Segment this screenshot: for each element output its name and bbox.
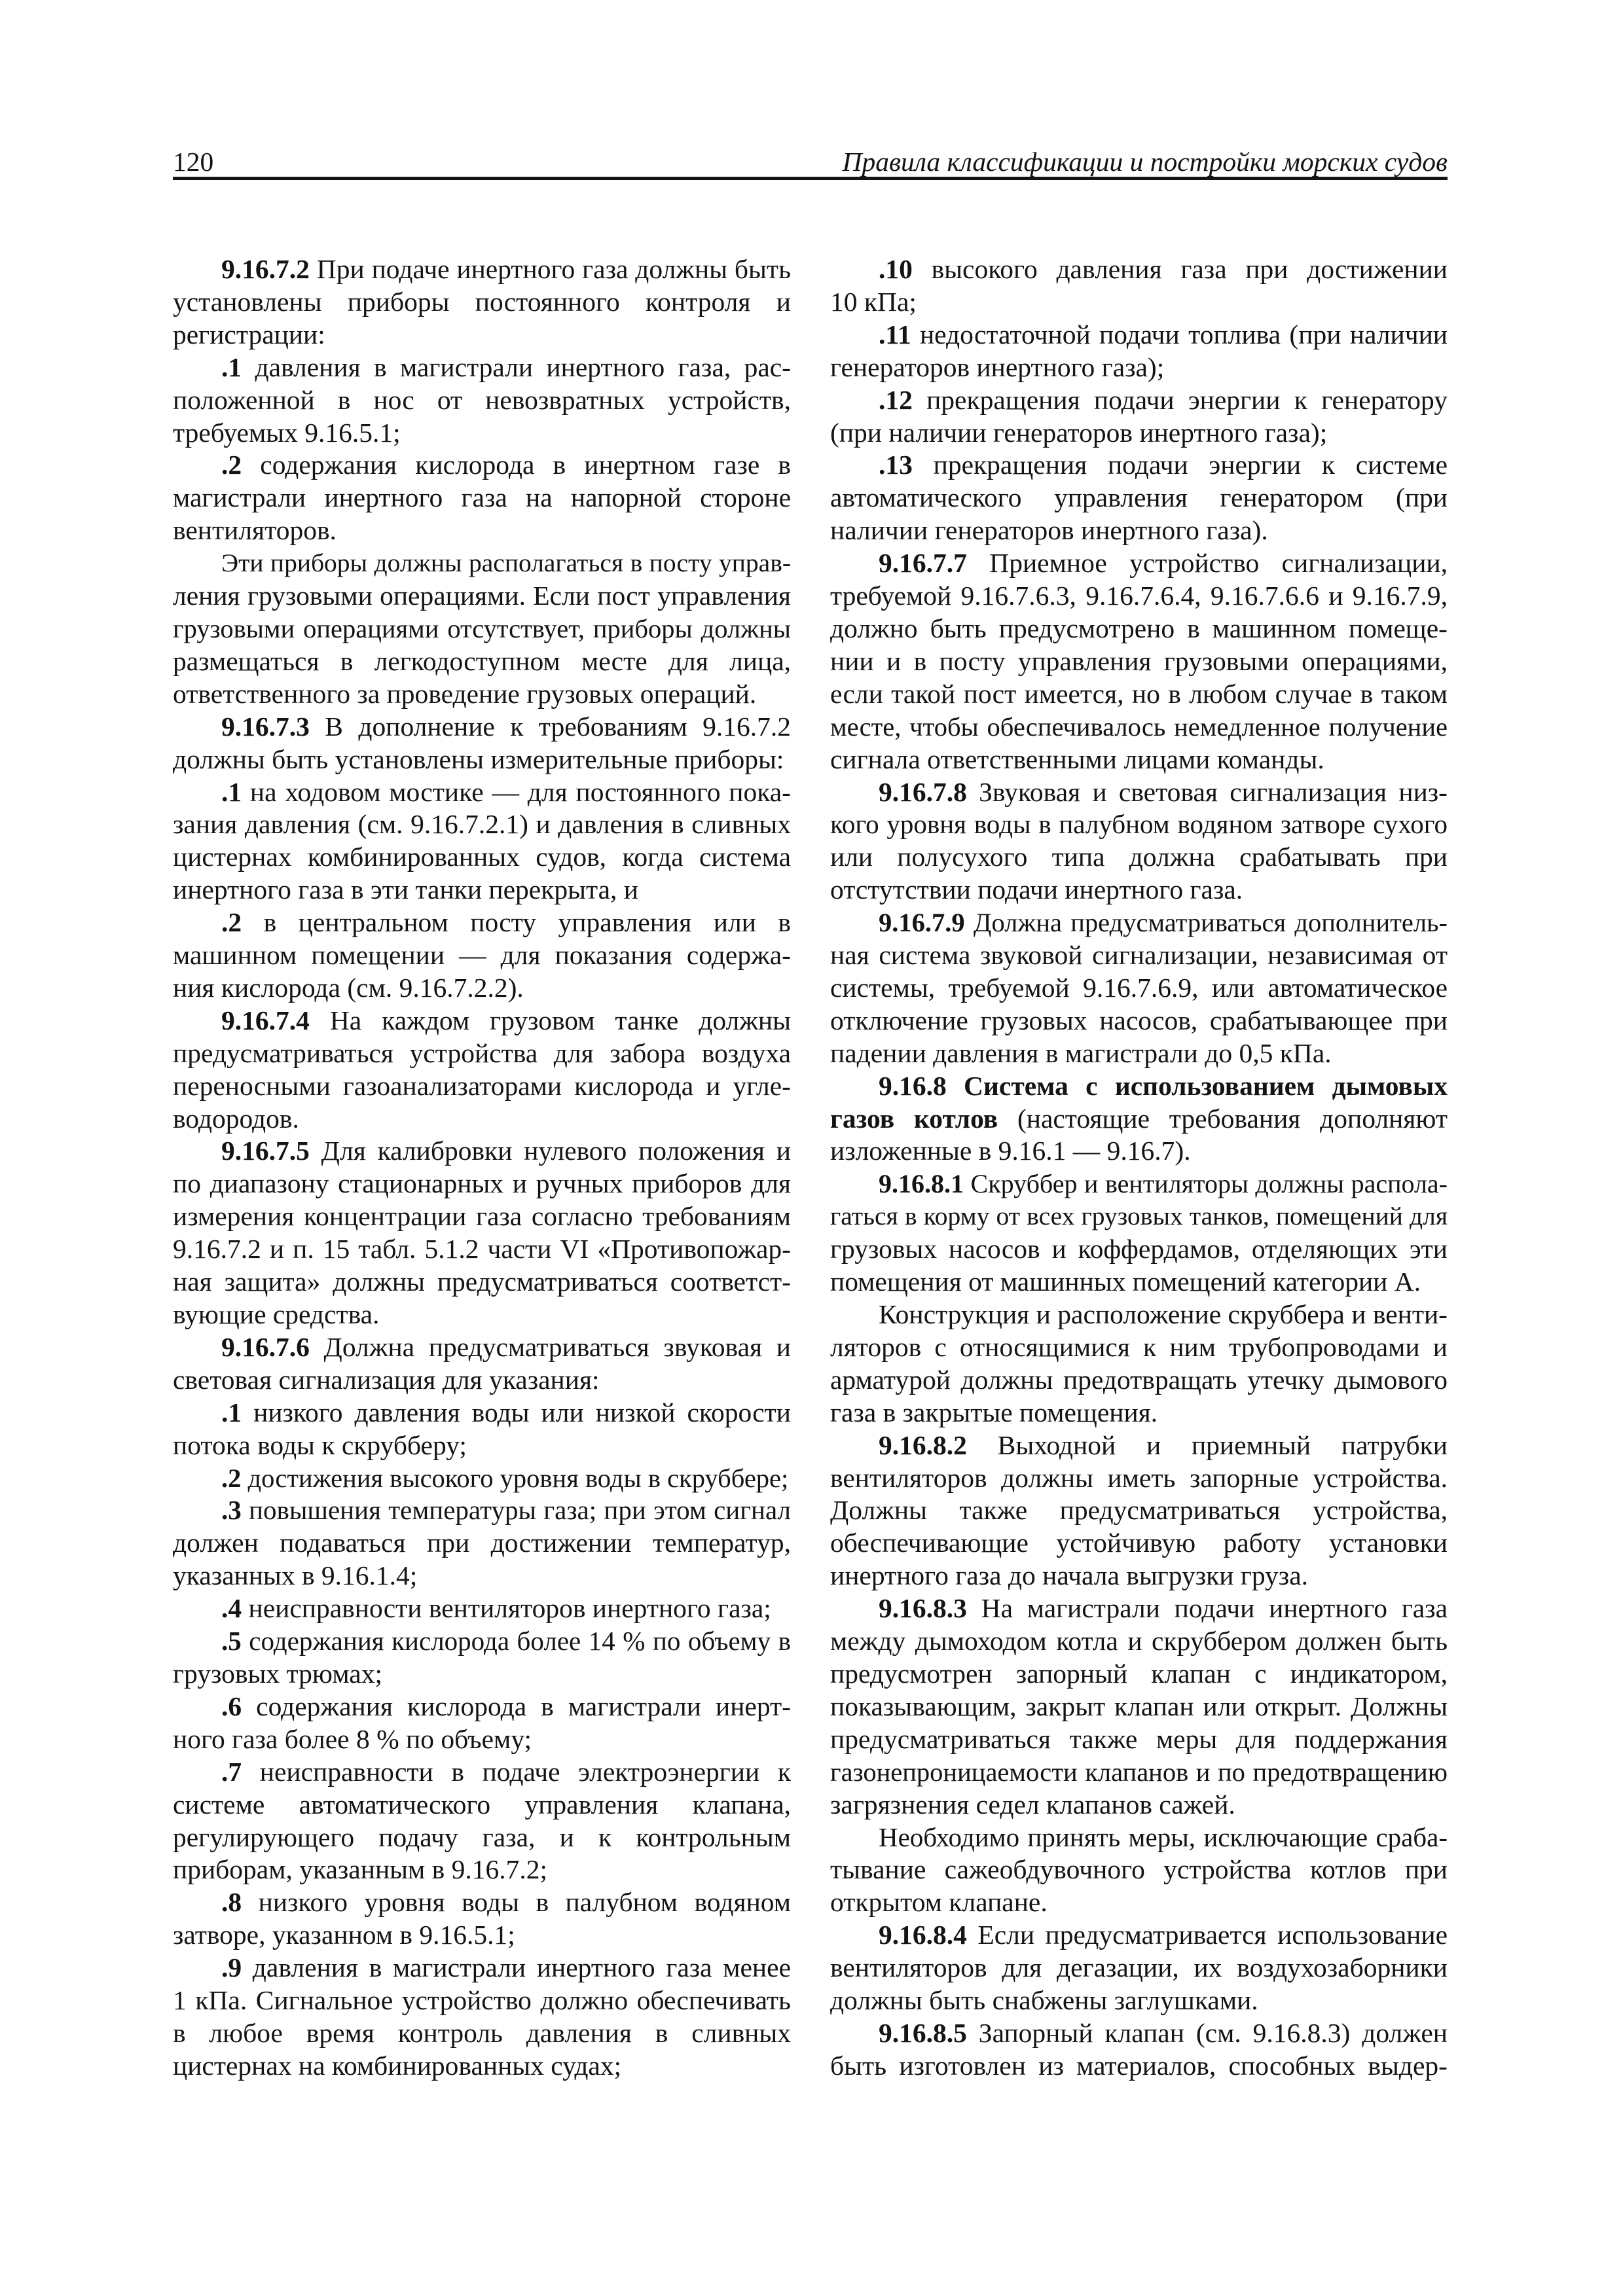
text-line <box>830 384 1448 417</box>
line-text: предусматриваться также меры для поддержания <box>830 1723 1448 1754</box>
text-line <box>830 1527 1448 1560</box>
text-line <box>173 1984 791 2017</box>
clause-number: .5 <box>221 1626 242 1657</box>
text-line <box>830 580 1448 613</box>
text-line <box>830 286 1448 319</box>
text-line <box>830 744 1448 776</box>
line-text: давления в магистрали инертного газа менее <box>242 1952 791 1983</box>
text-line <box>830 776 1448 809</box>
line-text: цистернах на комбинированных судах; <box>173 2050 622 2081</box>
line-text: ная защита» должны предусматриваться соответст- <box>173 1266 791 1297</box>
paragraph <box>173 351 791 450</box>
text-line <box>830 1854 1448 1886</box>
text-line <box>830 449 1448 482</box>
text-line <box>173 1821 791 1854</box>
line-text: вентиляторов. <box>173 515 337 546</box>
text-line <box>173 678 791 711</box>
line-text: цистернах комбинированных судов, когда система <box>173 842 791 872</box>
line-text: высокого давления газа при достижении <box>912 254 1448 284</box>
text-line <box>830 1299 1448 1331</box>
text-line <box>830 645 1448 678</box>
text-line <box>830 1821 1448 1854</box>
clause-number: 9.16.8.2 <box>879 1429 967 1460</box>
line-text: ления грузовыми операциями. Если пост управления <box>173 581 791 611</box>
text-line <box>173 1103 791 1136</box>
clause-number: 9.16.7.5 <box>221 1136 310 1166</box>
line-text: При подаче инертного газа должны быть <box>309 254 791 284</box>
text-line <box>173 1691 791 1723</box>
line-text: прекращения подачи энергии к системе <box>912 450 1448 480</box>
paragraph <box>173 776 791 907</box>
line-text: низкого уровня воды в палубном водяном <box>242 1887 791 1918</box>
text-line <box>830 1103 1448 1136</box>
text-line <box>173 1625 791 1658</box>
clause-number: .10 <box>879 254 913 284</box>
text-line <box>173 906 791 939</box>
line-text: размещаться в легкодоступном месте для лица, <box>173 645 791 676</box>
paragraph <box>173 1135 791 1331</box>
line-text: На магистрали подачи инертного газа <box>966 1593 1448 1624</box>
text-line <box>830 613 1448 645</box>
line-text: изложенные в 9.16.1 — 9.16.7). <box>830 1136 1191 1166</box>
text-line <box>830 1658 1448 1691</box>
text-line <box>173 841 791 874</box>
line-text: наличии генераторов инертного газа). <box>830 515 1268 546</box>
line-text: предусмотрен запорный клапан с индикатором, <box>830 1658 1448 1689</box>
text-line <box>830 1952 1448 1984</box>
text-line <box>173 580 791 613</box>
text-line <box>173 2050 791 2083</box>
paragraph <box>173 547 791 711</box>
text-line <box>830 1756 1448 1789</box>
line-text: достижения высокого уровня воды в скруббере; <box>241 1463 789 1493</box>
text-line <box>173 1723 791 1756</box>
text-line <box>173 1756 791 1789</box>
line-text: ния кислорода (см. 9.16.7.2.2). <box>173 972 524 1003</box>
line-text: затворе, указанном в 9.16.5.1; <box>173 1920 515 1950</box>
line-text: Конструкция и расположение скруббера и венти- <box>879 1299 1448 1329</box>
paragraph <box>830 1592 1448 1821</box>
line-text: кого уровня воды в палубном водяном затворе сухого <box>830 809 1448 840</box>
page-number: 120 <box>173 147 214 177</box>
line-text: содержания кислорода в магистрали инерт- <box>242 1691 791 1721</box>
line-text: вующие средства. <box>173 1299 380 1329</box>
line-text: положенной в нос от невозвратных устройств, <box>173 384 791 415</box>
line-text: водородов. <box>173 1103 299 1134</box>
text-line <box>173 1560 791 1592</box>
paragraph <box>173 253 791 351</box>
section-heading: газов котлов <box>830 1103 998 1134</box>
text-line <box>173 1789 791 1821</box>
line-text: содержания кислорода в инертном газе в <box>242 450 791 480</box>
line-text: требуемой 9.16.7.6.3, 9.16.7.6.4, 9.16.7.6.6 и 9.16.7.9, <box>830 581 1448 611</box>
paragraph <box>830 2017 1448 2083</box>
clause-number: .2 <box>221 907 242 938</box>
line-text: Эти приборы должны располагаться в посту управ- <box>221 548 791 578</box>
text-line <box>173 384 791 417</box>
line-text: указанных в 9.16.1.4; <box>173 1560 418 1591</box>
line-text: должны быть установлены измерительные приборы: <box>173 744 784 774</box>
line-text: генераторов инертного газа); <box>830 351 1165 382</box>
paragraph <box>173 1625 791 1691</box>
line-text: должно быть предусмотрено в машинном помеще- <box>830 613 1448 643</box>
paragraph <box>173 1397 791 1462</box>
text-line <box>830 2050 1448 2083</box>
section-heading: 9.16.8 Система с использованием дымовых <box>879 1070 1448 1101</box>
line-text: на ходовом мостике — для постоянного пока- <box>242 776 791 807</box>
text-line <box>830 1462 1448 1495</box>
line-text: сигнала ответственными лицами команды. <box>830 744 1324 774</box>
paragraph <box>830 776 1448 907</box>
text-line <box>830 1168 1448 1200</box>
text-line <box>173 874 791 906</box>
paragraph <box>173 1886 791 1952</box>
text-line <box>173 939 791 972</box>
clause-number: .6 <box>221 1691 242 1721</box>
line-text: если такой пост имеется, но в любом случае в таком <box>830 678 1448 709</box>
text-line <box>173 417 791 450</box>
text-line <box>173 711 791 744</box>
paragraph <box>830 384 1448 450</box>
line-text: быть изготовлен из материалов, способных выдер- <box>830 2050 1448 2081</box>
clause-number: 9.16.7.3 <box>221 711 310 742</box>
line-text: показывающим, закрыт клапан или открыт. Должны <box>830 1691 1448 1721</box>
paragraph <box>173 711 791 776</box>
text-line <box>173 1005 791 1037</box>
line-text: установлены приборы постоянного контроля и <box>173 286 791 317</box>
clause-number: .2 <box>221 450 242 480</box>
paragraph <box>830 1821 1448 1920</box>
text-line <box>173 319 791 351</box>
text-line <box>173 1658 791 1691</box>
text-line <box>173 776 791 809</box>
text-line <box>830 1886 1448 1919</box>
line-text: автоматического управления генератором (при <box>830 482 1448 513</box>
line-text: неисправности в подаче электроэнергии к <box>242 1756 791 1787</box>
text-line <box>173 286 791 319</box>
text-line <box>830 1691 1448 1723</box>
line-text: ного газа более 8 % по объему; <box>173 1723 532 1754</box>
clause-number: .1 <box>221 1397 242 1427</box>
line-text: прекращения подачи энергии к генератору <box>912 384 1448 415</box>
line-text: помещения от машинных помещений категории А. <box>830 1266 1421 1297</box>
clause-number: .4 <box>221 1593 242 1624</box>
text-line <box>830 841 1448 874</box>
text-line <box>173 645 791 678</box>
paragraph <box>173 1691 791 1756</box>
text-line <box>173 449 791 482</box>
text-line <box>830 1625 1448 1658</box>
line-text: Если предусматривается использование <box>966 1920 1448 1950</box>
line-text: месте, чтобы обеспечивалось немедленное получение <box>830 711 1448 742</box>
text-line <box>830 319 1448 351</box>
paragraph <box>830 1429 1448 1593</box>
text-line <box>830 906 1448 939</box>
line-text: нии и в посту управления грузовыми операциями, <box>830 645 1448 676</box>
line-text: отключение грузовых насосов, срабатывающее при <box>830 1005 1448 1035</box>
text-line <box>830 1331 1448 1364</box>
paragraph <box>173 1592 791 1625</box>
line-text: Должна предусматриваться звуковая и <box>309 1331 791 1362</box>
paragraph <box>830 1919 1448 2017</box>
text-line <box>830 972 1448 1005</box>
text-line <box>830 808 1448 841</box>
line-text: грузовыми операциями отсутствует, приборы должны <box>173 613 791 643</box>
clause-number: .1 <box>221 351 242 382</box>
right-column <box>830 253 1448 2083</box>
text-line <box>830 1266 1448 1299</box>
text-line <box>173 1135 791 1168</box>
line-text: отстутствии подачи инертного газа. <box>830 874 1243 905</box>
line-text: падении давления в магистрали до 0,5 кПа. <box>830 1037 1332 1068</box>
line-text: Необходимо принять меры, исключающие сраба- <box>879 1821 1448 1852</box>
text-line <box>830 1429 1448 1462</box>
line-text: неисправности вентиляторов инертного газа; <box>242 1593 771 1624</box>
left-column <box>173 253 791 2083</box>
line-text: давления в магистрали инертного газа, рас- <box>242 351 791 382</box>
text-line <box>830 1494 1448 1527</box>
paragraph <box>830 1299 1448 1429</box>
text-line <box>173 1364 791 1397</box>
text-line <box>173 1037 791 1070</box>
line-text: арматурой должны предотвращать утечку дымового <box>830 1364 1448 1395</box>
text-line <box>830 514 1448 547</box>
line-text: регулирующего подачу газа, и к контрольным <box>173 1821 791 1852</box>
text-line <box>173 482 791 514</box>
text-line <box>173 1919 791 1952</box>
text-line <box>173 1397 791 1429</box>
line-text: вентиляторов должны иметь запорные устройства. <box>830 1462 1448 1493</box>
line-text: Для калибровки нулевого положения и <box>309 1136 791 1166</box>
line-text: предусматриваться устройства для забора воздуха <box>173 1037 791 1068</box>
line-text: по диапазону стационарных и ручных приборов для <box>173 1168 791 1199</box>
line-text: 1 кПа. Сигнальное устройство должно обеспечивать <box>173 1985 791 2016</box>
line-text: инертного газа до начала выгрузки груза. <box>830 1560 1308 1591</box>
paragraph <box>830 253 1448 319</box>
text-line <box>173 1886 791 1919</box>
line-text: переносными газоанализаторами кислорода и угле- <box>173 1070 791 1101</box>
text-line <box>173 1462 791 1495</box>
paragraph <box>830 319 1448 384</box>
text-line <box>830 1984 1448 2017</box>
paragraph <box>173 1494 791 1592</box>
line-text: газонепроницаемости клапанов и по предотвращению <box>830 1757 1448 1787</box>
paragraph <box>830 1168 1448 1299</box>
text-line <box>173 1070 791 1103</box>
clause-number: 9.16.7.8 <box>879 776 967 807</box>
line-text: потока воды к скрубберу; <box>173 1429 467 1460</box>
text-line <box>173 1527 791 1560</box>
line-text: содержания кислорода более 14 % по объему в <box>241 1626 791 1657</box>
text-line <box>173 351 791 384</box>
line-text: обеспечивающие устойчивую работу установки <box>830 1528 1448 1558</box>
text-line <box>830 2017 1448 2050</box>
clause-number: 9.16.8.1 <box>879 1169 964 1199</box>
running-title: Правила классификации и постройки морских судов <box>842 147 1448 177</box>
line-text: тывание сажеобдувочного устройства котлов при <box>830 1854 1448 1885</box>
text-line <box>830 482 1448 514</box>
text-line <box>173 744 791 776</box>
line-text: в центральном посту управления или в <box>242 907 791 938</box>
line-text: 10 кПа; <box>830 286 917 317</box>
line-text: (настоящие требования дополняют <box>998 1103 1448 1134</box>
text-line <box>173 1429 791 1462</box>
text-line <box>830 1200 1448 1233</box>
paragraph <box>173 906 791 1005</box>
text-line <box>830 547 1448 580</box>
line-text: грузовых трюмах; <box>173 1658 383 1689</box>
line-text: ответственного за проведение грузовых операций. <box>173 678 757 709</box>
line-text: В дополнение к требованиям 9.16.7.2 <box>309 711 791 742</box>
text-line <box>830 1919 1448 1952</box>
text-line <box>173 1331 791 1364</box>
paragraph <box>830 906 1448 1070</box>
line-text: Звуковая и световая сигнализация низ- <box>966 776 1448 807</box>
text-line <box>173 1854 791 1886</box>
line-text: ляторов с относящимися к ним трубопроводами и <box>830 1331 1448 1362</box>
line-text: открытом клапане. <box>830 1887 1048 1918</box>
text-line <box>830 1070 1448 1103</box>
text-line <box>830 1233 1448 1266</box>
line-text: недостаточной подачи топлива (при наличии <box>911 319 1448 350</box>
clause-number: 9.16.8.4 <box>879 1920 967 1950</box>
line-text: в любое время контроль давления в сливных <box>173 2017 791 2048</box>
line-text: измерения концентрации газа согласно требованиям <box>173 1201 791 1232</box>
paragraph <box>173 1005 791 1136</box>
line-text: Должны также предусматриваться устройства, <box>830 1495 1448 1526</box>
clause-number: .3 <box>221 1495 242 1526</box>
text-line <box>830 1560 1448 1592</box>
line-text: требуемых 9.16.5.1; <box>173 417 401 448</box>
line-text: должны быть снабжены заглушками. <box>830 1985 1258 2016</box>
line-text: низкого давления воды или низкой скорости <box>242 1397 791 1427</box>
text-line <box>830 1592 1448 1625</box>
clause-number: 9.16.8.3 <box>879 1593 967 1624</box>
clause-number: .7 <box>221 1756 242 1787</box>
line-text: системы, требуемой 9.16.7.6.9, или автоматическое <box>830 972 1448 1003</box>
text-line <box>830 711 1448 744</box>
paragraph <box>830 547 1448 776</box>
text-line <box>830 1789 1448 1821</box>
text-line <box>173 1168 791 1200</box>
line-text: машинном помещении — для показания содержа- <box>173 940 791 971</box>
line-text: Приемное устройство сигнализации, <box>966 548 1448 579</box>
clause-number: .11 <box>879 319 911 350</box>
text-line <box>830 1005 1448 1037</box>
clause-number: .13 <box>879 450 913 480</box>
text-line <box>173 253 791 286</box>
text-line <box>173 547 791 580</box>
text-line <box>173 514 791 547</box>
paragraph <box>173 449 791 547</box>
clause-number: 9.16.7.2 <box>221 254 310 284</box>
line-text: между дымоходом котла и скруббером должен быть <box>830 1626 1448 1657</box>
text-line <box>830 253 1448 286</box>
line-text: должен подаваться при достижении температур, <box>173 1528 791 1558</box>
clause-number: .12 <box>879 384 913 415</box>
text-line <box>173 613 791 645</box>
line-text: зания давления (см. 9.16.7.2.1) и давления в сливных <box>173 809 791 840</box>
text-line <box>830 417 1448 450</box>
line-text: ная система звуковой сигнализации, независимая от <box>830 940 1448 971</box>
line-text: газа в закрытые помещения. <box>830 1397 1158 1427</box>
line-text: Скруббер и вентиляторы должны распола- <box>964 1169 1448 1199</box>
line-text: регистрации: <box>173 319 325 350</box>
text-line <box>830 1723 1448 1756</box>
text-line <box>173 1200 791 1233</box>
text-line <box>830 874 1448 906</box>
text-line <box>173 1233 791 1266</box>
text-line <box>830 1037 1448 1070</box>
text-line <box>173 808 791 841</box>
text-line <box>173 972 791 1005</box>
clause-number: .8 <box>221 1887 242 1918</box>
paragraph <box>173 1756 791 1887</box>
text-line <box>173 1494 791 1527</box>
text-line <box>173 1952 791 1984</box>
paragraph <box>173 1462 791 1495</box>
paragraph <box>173 1952 791 2083</box>
line-text: инертного газа в эти танки перекрыта, и <box>173 874 639 905</box>
line-text: гаться в корму от всех грузовых танков, помещений для <box>830 1202 1448 1231</box>
text-line <box>830 678 1448 711</box>
clause-number: .1 <box>221 776 242 807</box>
clause-number: .9 <box>221 1952 242 1983</box>
paragraph <box>830 449 1448 547</box>
line-text: На каждом грузовом танке должны <box>309 1005 791 1035</box>
clause-number: 9.16.7.7 <box>879 548 967 579</box>
header-rule <box>173 177 1448 180</box>
line-text: световая сигнализация для указания: <box>173 1364 600 1395</box>
line-text: Запорный клапан (см. 9.16.8.3) должен <box>966 2017 1448 2048</box>
text-line <box>830 939 1448 972</box>
line-text: магистрали инертного газа на напорной стороне <box>173 482 791 513</box>
line-text: грузовых насосов и коффердамов, отделяющих эти <box>830 1234 1448 1265</box>
line-text: Выходной и приемный патрубки <box>966 1429 1448 1460</box>
clause-number: .2 <box>221 1463 242 1493</box>
clause-number: 9.16.8.5 <box>879 2017 967 2048</box>
line-text: 9.16.7.2 и п. 15 табл. 5.1.2 части VI «Противопожар- <box>173 1234 791 1265</box>
text-line <box>173 1299 791 1331</box>
line-text: вентиляторов для дегазации, их воздухозаборники <box>830 1952 1448 1983</box>
text-line <box>830 1397 1448 1429</box>
text-line <box>173 2017 791 2050</box>
clause-number: 9.16.7.6 <box>221 1331 310 1362</box>
line-text: (при наличии генераторов инертного газа); <box>830 417 1328 448</box>
paragraph <box>830 1070 1448 1168</box>
line-text: повышения температуры газа; при этом сигнал <box>241 1495 791 1526</box>
text-line <box>830 1135 1448 1168</box>
line-text: системе автоматического управления клапана, <box>173 1789 791 1820</box>
clause-number: 9.16.7.4 <box>221 1005 310 1035</box>
text-line <box>830 351 1448 384</box>
text-line <box>830 1364 1448 1397</box>
clause-number: 9.16.7.9 <box>879 908 965 938</box>
line-text: или полусухого типа должна срабатывать при <box>830 842 1448 872</box>
text-line <box>173 1266 791 1299</box>
paragraph <box>173 1331 791 1397</box>
text-line <box>173 1592 791 1625</box>
line-text: приборам, указанным в 9.16.7.2; <box>173 1854 548 1885</box>
line-text: загрязнения седел клапанов сажей. <box>830 1789 1235 1820</box>
line-text: Должна предусматриваться дополнитель- <box>964 908 1448 938</box>
